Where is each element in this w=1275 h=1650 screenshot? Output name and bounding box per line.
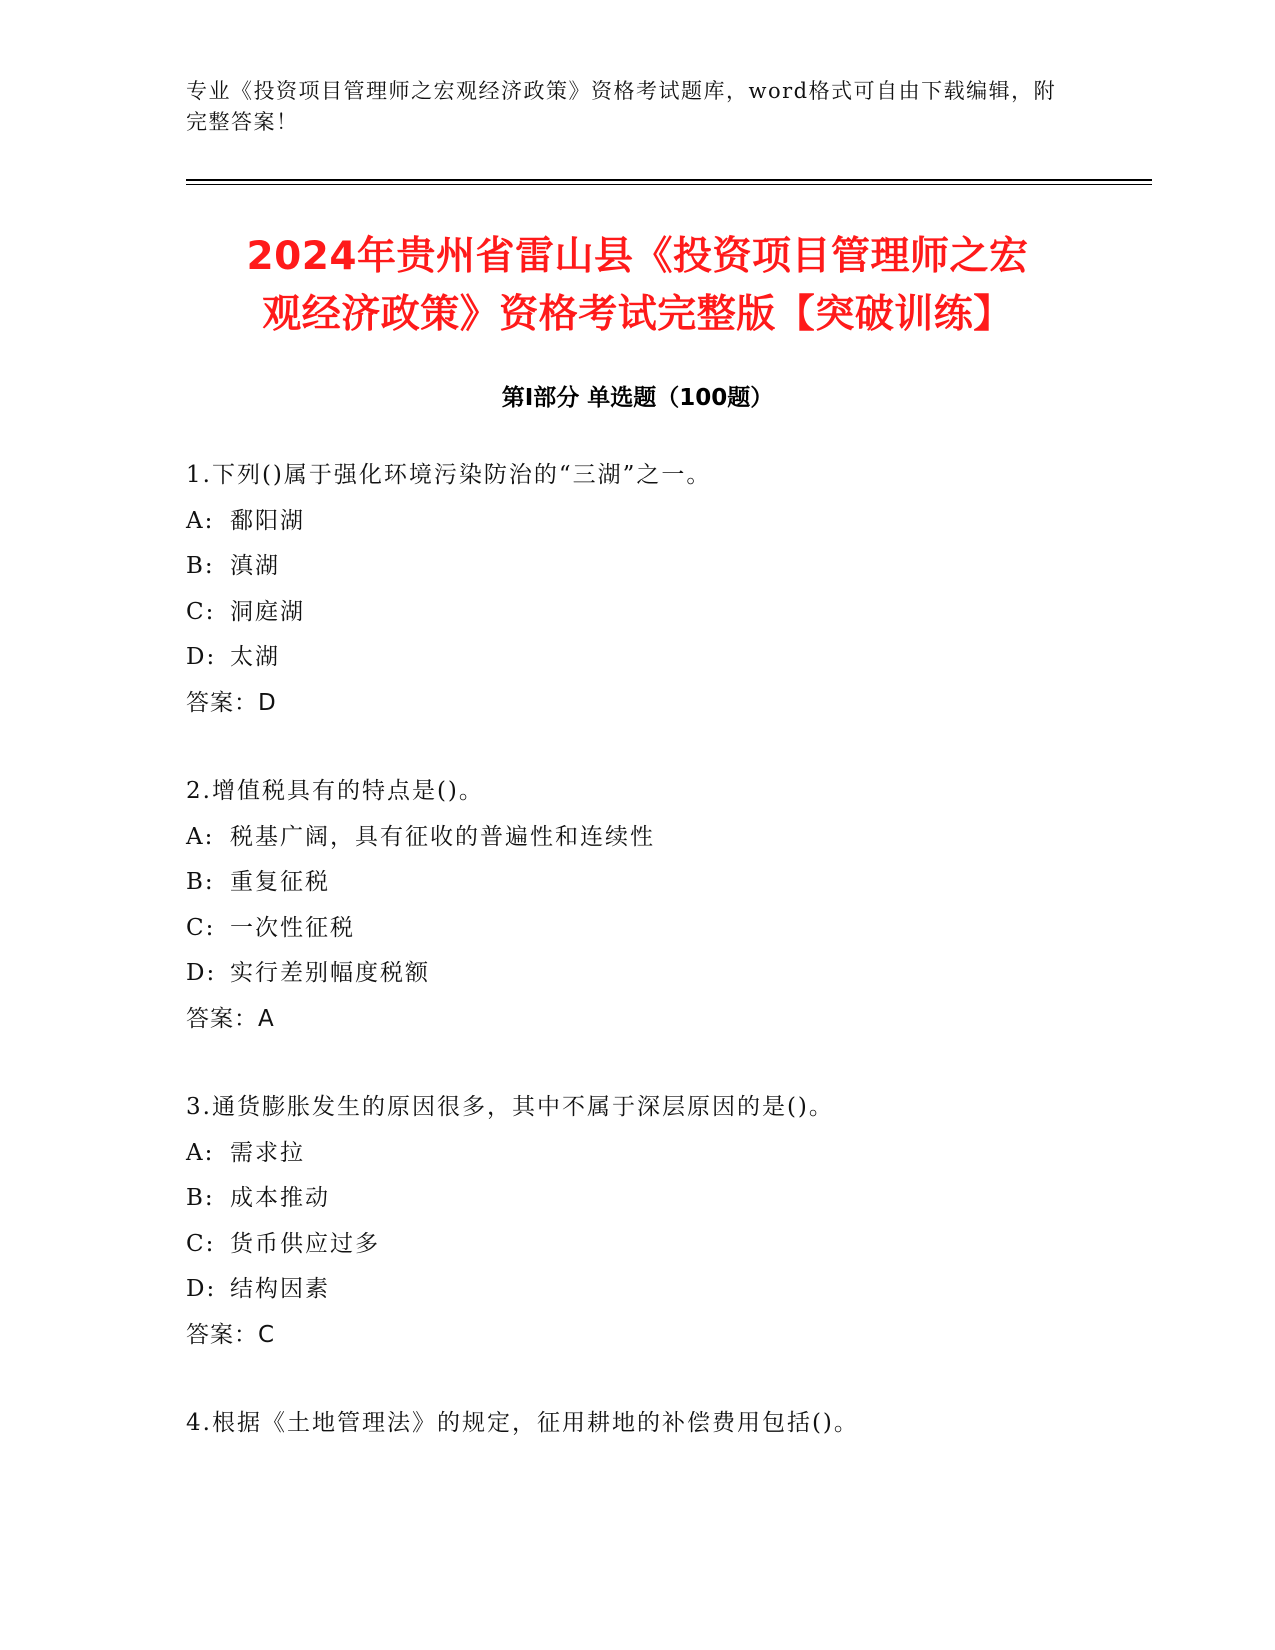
title-line-1: 2024年贵州省雷山县《投资项目管理师之宏 (246, 234, 1029, 279)
option-text: 滇湖 (230, 553, 280, 579)
answer-line: 答案：D (186, 689, 277, 716)
option-b (186, 1176, 1186, 1222)
header-note: 专业《投资项目管理师之宏观经济政策》资格考试题库，word格式可自由下载编辑，附完整答案！ (186, 79, 1057, 134)
option-text: 成本推动 (230, 1185, 330, 1211)
option-text: 需求拉 (230, 1139, 305, 1166)
option-d (186, 635, 1186, 681)
option-c (186, 1222, 1186, 1268)
option-text: 鄱阳湖 (230, 507, 305, 534)
header-divider-thin (186, 184, 1152, 185)
option-c (186, 590, 1186, 636)
option-d (186, 1267, 1186, 1313)
question-2 (186, 769, 1186, 1042)
question-4 (186, 1401, 1186, 1447)
option-b (186, 544, 1186, 590)
option-letter: A: (186, 507, 215, 534)
option-c (186, 906, 1186, 952)
option-text: 实行差别幅度税额 (230, 960, 430, 986)
option-text: 税基广阔，具有征收的普遍性和连续性 (230, 823, 655, 850)
question-stem: 4.根据《土地管理法》的规定，征用耕地的补偿费用包括()。 (186, 1410, 859, 1436)
option-letter: A: (186, 823, 215, 850)
option-text: 货币供应过多 (230, 1230, 380, 1257)
option-letter: B: (186, 553, 215, 579)
option-letter: C: (186, 598, 216, 625)
option-letter: D: (186, 1276, 217, 1302)
question-stem: 1.下列()属于强化环境污染防治的“三湖”之一。 (186, 462, 712, 488)
title-line-2: 观经济政策》资格考试完整版【突破训练】 (262, 292, 1013, 337)
option-letter: D: (186, 644, 217, 670)
section-heading: 第I部分 单选题（100题） (501, 385, 774, 411)
question-stem: 2.增值税具有的特点是()。 (186, 778, 484, 804)
document-title (160, 228, 1115, 344)
option-letter: B: (186, 1185, 215, 1211)
question-1 (186, 453, 1186, 726)
option-letter: C: (186, 1230, 216, 1257)
header-divider-thick (186, 179, 1152, 181)
option-a (186, 1131, 1186, 1177)
option-text: 太湖 (230, 644, 280, 670)
option-b (186, 860, 1186, 906)
option-a (186, 499, 1186, 545)
option-letter: A: (186, 1139, 215, 1166)
question-stem: 3.通货膨胀发生的原因很多，其中不属于深层原因的是()。 (186, 1094, 834, 1120)
option-text: 洞庭湖 (230, 598, 305, 625)
option-text: 重复征税 (230, 869, 330, 895)
option-d (186, 951, 1186, 997)
answer-line: 答案：C (186, 1321, 276, 1348)
answer-line: 答案：A (186, 1005, 275, 1032)
question-3 (186, 1085, 1186, 1358)
option-letter: D: (186, 960, 217, 986)
option-text: 结构因素 (230, 1276, 330, 1302)
option-letter: C: (186, 914, 216, 941)
option-a (186, 815, 1186, 861)
option-letter: B: (186, 869, 215, 895)
option-text: 一次性征税 (230, 914, 355, 941)
